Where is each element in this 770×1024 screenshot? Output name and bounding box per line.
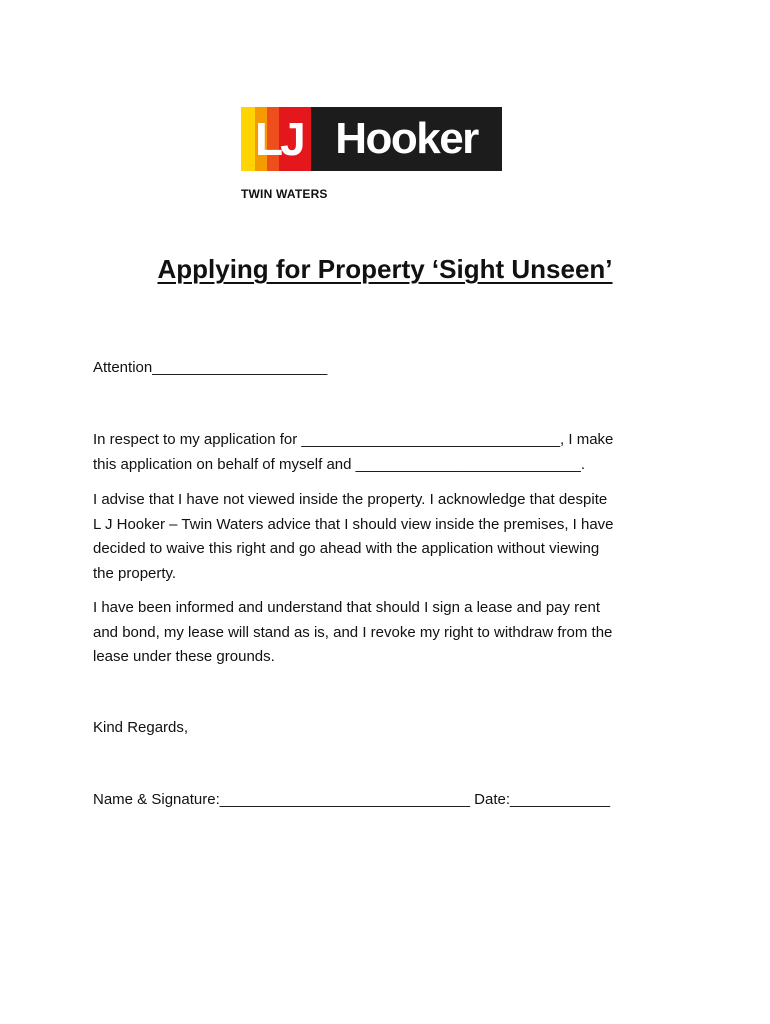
- paragraph-line: lease under these grounds.: [93, 648, 275, 665]
- application-paragraph: [93, 428, 693, 477]
- paragraph-line: decided to waive this right and go ahead with the application without viewing: [93, 540, 600, 557]
- paragraph-line: I advise that I have not viewed inside the property. I acknowledge that despite: [93, 491, 608, 508]
- logo-initials: LJ: [255, 113, 303, 165]
- acknowledgement-paragraph: [93, 488, 693, 586]
- logo-mark: [241, 107, 311, 171]
- logo-wordmark-box: [311, 107, 502, 171]
- lj-hooker-logo: [241, 107, 502, 171]
- logo-stripe-yellow: [241, 107, 255, 171]
- paragraph-line: In respect to my application for _______________________________, I make: [93, 431, 614, 448]
- document-title-text: Applying for Property ‘Sight Unseen’: [157, 254, 613, 284]
- paragraph-line: this application on behalf of myself and ___________________________.: [93, 455, 586, 473]
- attention-field: Attention_____________________: [93, 359, 328, 376]
- logo-wordmark: Hooker: [335, 114, 478, 163]
- signature-date-line: Name & Signature:______________________________ Date:____________: [93, 791, 611, 808]
- closing-text: Kind Regards,: [93, 719, 189, 736]
- paragraph-line: I have been informed and understand that should I sign a lease and pay rent: [93, 599, 601, 616]
- lease-paragraph: [93, 596, 693, 670]
- document-title: [0, 253, 770, 285]
- paragraph-line: and bond, my lease will stand as is, and I revoke my right to withdraw from the: [93, 623, 613, 641]
- paragraph-line: the property.: [93, 564, 177, 582]
- paragraph-line: L J Hooker – Twin Waters advice that I should view inside the premises, I have: [93, 515, 614, 533]
- office-name: TWIN WATERS: [241, 187, 328, 201]
